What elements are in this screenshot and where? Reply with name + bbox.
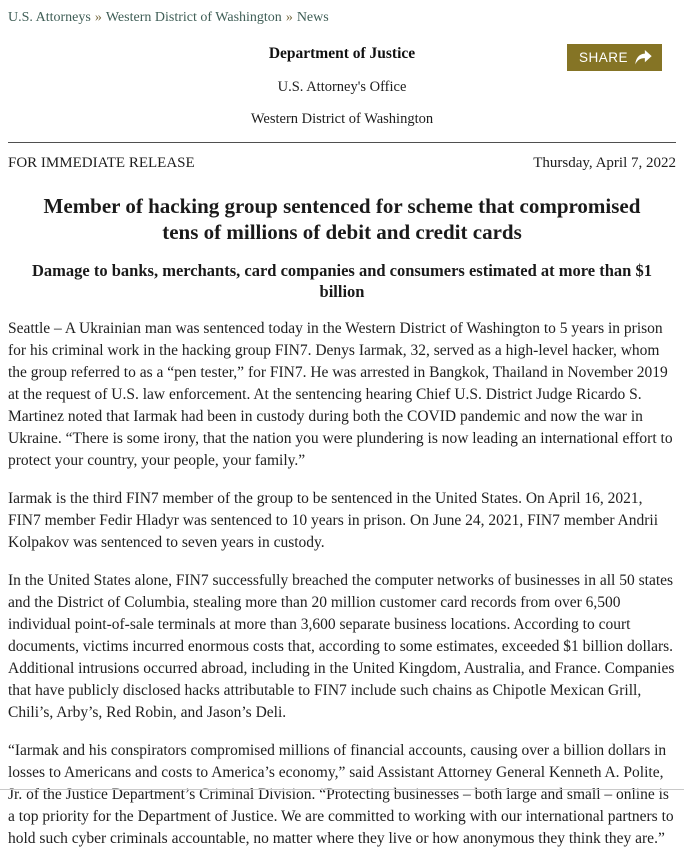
article-paragraph-1: Seattle – A Ukrainian man was sentenced today in the Western District of Washington to 5 years in prison for his criminal work in the hacking group FIN7. Denys Iarmak, 32, served as a high-level hacker, whom the group referred to as a “pen tester,” for FIN7. He was arrested in Bangkok, Thailand in November 2019 at the request of U.S. law enforcement. At the sentencing hearing Chief U.S. District Judge Ricardo S. Martinez noted that Iarmak had been in custody during both the COVID pandemic and now the war in Ukraine. “There is some irony, that the nation you were plundering is now leading an international effort to protect your country, your people, your family.”: [8, 320, 673, 469]
article-paragraph-3: In the United States alone, FIN7 successfully breached the computer networks of businesses in all 50 states and the District of Columbia, stealing more than 20 million customer card records from over 6,500 individual point-of-sale terminals at more than 3,600 separate business locations. According to court documents, victims incurred enormous costs that, according to some estimates, exceeded $1 billion dollars. Additional intrusions occurred abroad, including in the United Kingdom, Australia, and France. Companies that have publicly disclosed hacks attributable to FIN7 include such chains as Chipotle Mexican Grill, Chili’s, Arby’s, Red Robin, and Jason’s Deli.: [8, 572, 675, 721]
breadcrumb: [8, 8, 676, 26]
office-title: U.S. Attorney's Office: [277, 79, 407, 95]
breadcrumb-link-news[interactable]: News: [296, 10, 329, 25]
district-title: Western District of Washington: [250, 111, 434, 127]
article-paragraph-4: “Iarmak and his conspirators compromised millions of financial accounts, causing over a billion dollars in losses to Americans and costs to America’s economy,” said Assistant Attorney General Kenneth A. Polite, Jr. of the Justice Department’s Criminal Division. “Protecting businesses – both large and small – online is a top priority for the Department of Justice. We are committed to working with our international partners to hold such cyber criminals accountable, no matter where they live or how anonymous they think they are.”: [8, 742, 674, 847]
release-label: FOR IMMEDIATE RELEASE: [8, 155, 195, 171]
share-arrow-icon: [635, 50, 652, 65]
article-paragraph-2: Iarmak is the third FIN7 member of the group to be sentenced in the United States. On April 16, 2021, FIN7 member Fedir Hladyr was sentenced to 10 years in prison. On June 24, 2021, FIN7 member Andrii Kolpakov was sentenced to seven years in custody.: [8, 490, 659, 551]
share-button[interactable]: [567, 44, 662, 71]
release-date: Thursday, April 7, 2022: [533, 155, 676, 171]
article-body: [8, 318, 676, 850]
breadcrumb-separator: »: [285, 10, 293, 25]
share-button-label: SHARE: [578, 49, 628, 65]
header-divider: [8, 142, 676, 143]
page-title: Member of hacking group sentenced for scheme that compromised tens of millions of debit and credit cards: [43, 194, 641, 244]
page-subtitle: Damage to banks, merchants, card companies and consumers estimated at more than $1 billion: [32, 261, 652, 301]
breadcrumb-link-western-district[interactable]: Western District of Washington: [105, 10, 282, 25]
agency-title: Department of Justice: [268, 45, 416, 62]
release-row: [8, 155, 676, 172]
breadcrumb-separator: »: [94, 10, 102, 25]
breadcrumb-link-us-attorneys[interactable]: U.S. Attorneys: [8, 10, 91, 25]
